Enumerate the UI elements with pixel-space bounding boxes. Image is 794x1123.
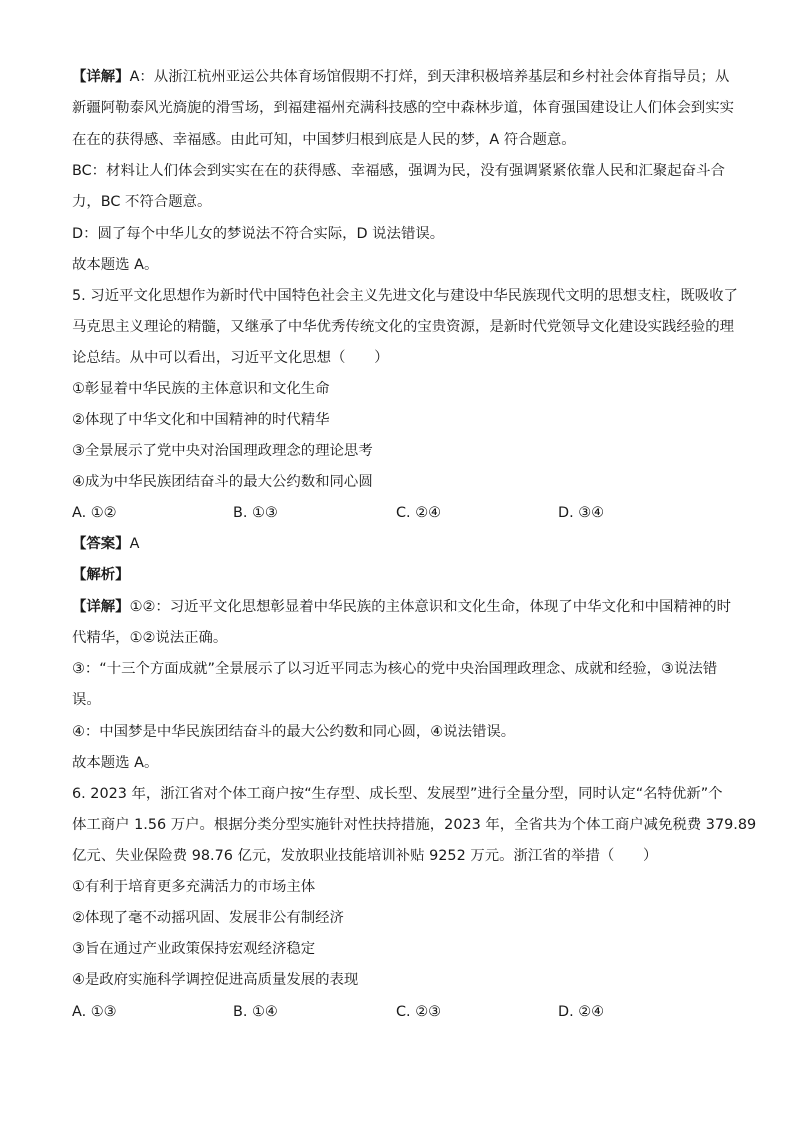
q5-detail-tag: 【详解】 — [72, 599, 130, 615]
q6-stem-line-3: 亿元、失业保险费 98.76 亿元，发放职业技能培训补贴 9252 万元。浙江省的举措（ ） — [72, 848, 658, 864]
q5-stem-line-2: 马克思主义理论的精髓，又继承了中华优秀传统文化的宝贵资源，是新时代党领导文化建设实践经验的理 — [72, 319, 734, 335]
q5-detail-line-2: 代精华，①②说法正确。 — [72, 630, 228, 646]
q5-statement-4: ④成为中华民族团结奋斗的最大公约数和同心圆 — [72, 474, 373, 490]
q5-stem-line-1: 5. 习近平文化思想作为新时代中国特色社会主义先进文化与建设中华民族现代文明的思想支柱，既吸收了 — [72, 288, 738, 304]
q5-option-a: A. ①② — [72, 505, 117, 521]
q5-detail-line-1: 【详解】①②：习近平文化思想彰显着中华民族的主体意识和文化生命，体现了中华文化和中国精神的时 — [72, 599, 732, 615]
q5-stem-line-3: 论总结。从中可以看出，习近平文化思想（ ） — [72, 350, 389, 366]
q5-option-c: C. ②④ — [396, 505, 441, 521]
q5-option-b: B. ①③ — [233, 505, 278, 521]
q5-analysis-tag: 【解析】 — [72, 567, 130, 583]
q6-stem-line-2: 体工商户 1.56 万户。根据分类分型实施针对性扶持措施，2023 年，全省共为个体工商户减免税费 379.89 — [72, 817, 757, 833]
q4-detail-line-2: 新疆阿勒泰风光旖旎的滑雪场，到福建福州充满科技感的空中森林步道，体育强国建设让人们体会到实实 — [72, 100, 734, 116]
q5-detail-line-3: ③：“十三个方面成就”全景展示了以习近平同志为核心的党中央治国理政理念、成就和经验，③说法错 — [72, 661, 718, 677]
q5-option-d: D. ③④ — [558, 505, 605, 521]
q6-option-d: D. ②④ — [558, 1004, 605, 1020]
q5-detail-line-4: 误。 — [72, 692, 101, 708]
q4-detail-line-3: 在在的获得感、幸福感。由此可知，中国梦归根到底是人民的梦，A 符合题意。 — [72, 132, 576, 148]
q5-answer-value: A — [129, 536, 140, 552]
q4-detail-line-1: 【详解】A：从浙江杭州亚运公共体育场馆假期不打烊，到天津积极培养基层和乡村社会体育指导员；从 — [72, 69, 730, 85]
q4-detail-line-5: 力，BC 不符合题意。 — [72, 194, 212, 210]
q5-answer — [72, 534, 722, 554]
q4-conclusion: 故本题选 A。 — [72, 257, 159, 273]
q5-detail-line-5: ④：中国梦是中华民族团结奋斗的最大公约数和同心圆，④说法错误。 — [72, 724, 516, 740]
q4-detail-line-4: BC：材料让人们体会到实实在在的获得感、幸福感，强调为民，没有强调紧紧依靠人民和汇聚起奋斗合 — [72, 163, 725, 179]
q6-statement-3: ③旨在通过产业政策保持宏观经济稳定 — [72, 941, 316, 957]
q5-statement-2: ②体现了中华文化和中国精神的时代精华 — [72, 412, 330, 428]
q6-option-a: A. ①③ — [72, 1004, 117, 1020]
q6-option-b: B. ①④ — [233, 1004, 278, 1020]
q5-statement-3: ③全景展示了党中央对治国理政理念的理论思考 — [72, 443, 373, 459]
q5-conclusion: 故本题选 A。 — [72, 755, 159, 771]
q5-statement-1: ①彰显着中华民族的主体意识和文化生命 — [72, 381, 330, 397]
q6-statement-2: ②体现了毫不动摇巩固、发展非公有制经济 — [72, 910, 344, 926]
q6-statement-4: ④是政府实施科学调控促进高质量发展的表现 — [72, 972, 359, 988]
q6-stem-line-1: 6. 2023 年，浙江省对个体工商户按“生存型、成长型、发展型”进行全量分型，同时认定“名特优新”个 — [72, 786, 723, 802]
q4-detail-tag: 【详解】 — [72, 69, 130, 85]
q4-detail-line-6: D：圆了每个中华儿女的梦说法不符合实际，D 说法错误。 — [72, 226, 445, 242]
q6-statement-1: ①有利于培育更多充满活力的市场主体 — [72, 879, 316, 895]
q5-answer-tag: 【答案】 — [72, 536, 130, 552]
q6-option-c: C. ②③ — [396, 1004, 441, 1020]
